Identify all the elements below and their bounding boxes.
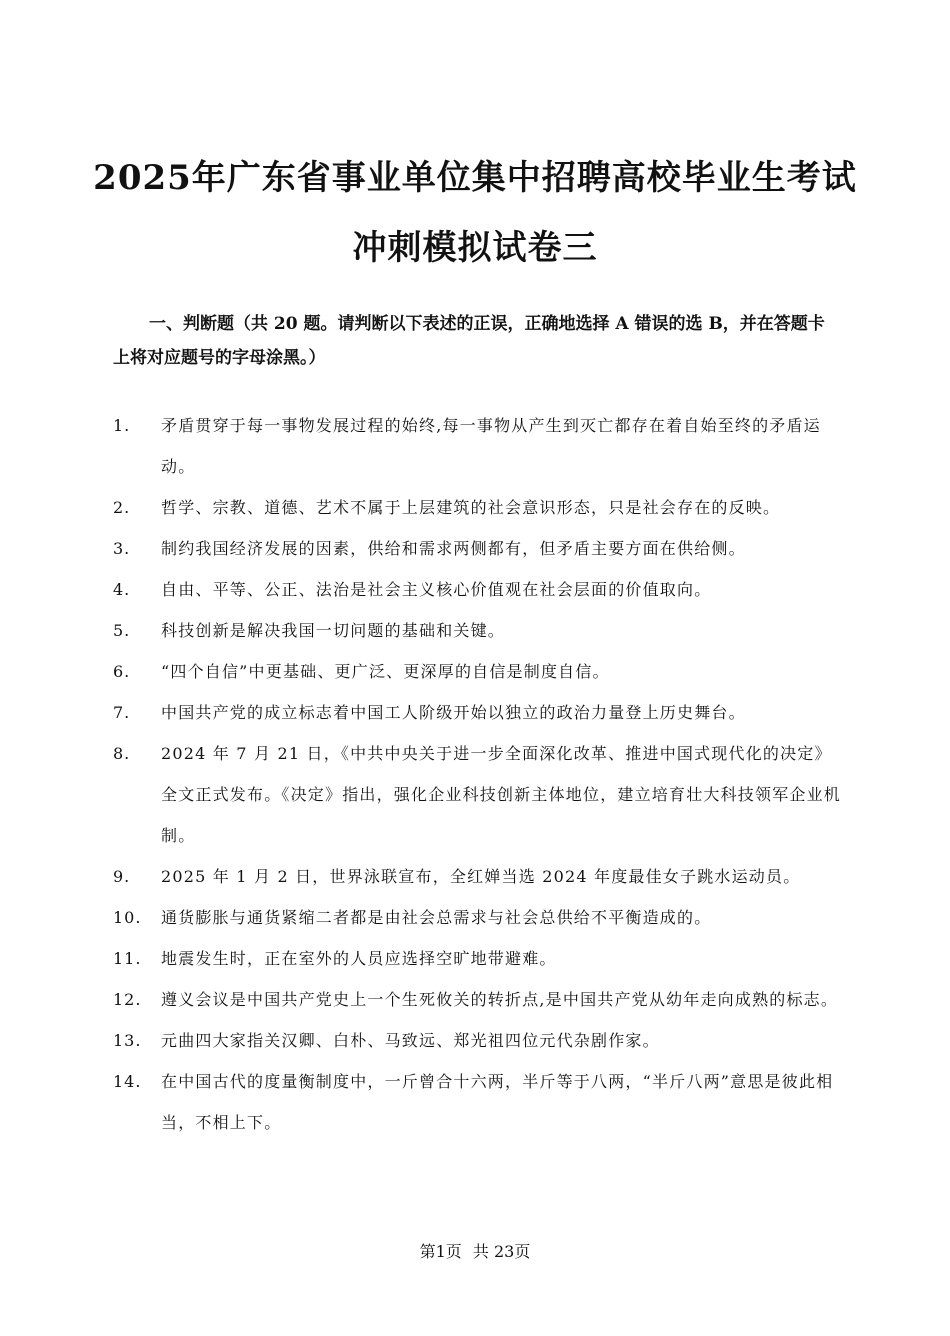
document-title-line1: 2025年广东省事业单位集中招聘高校毕业生考试 xyxy=(93,158,857,198)
question-number: 14. xyxy=(113,1072,142,1091)
question-text: 遵义会议是中国共产党史上一个生死攸关的转折点,是中国共产党从幼年走向成熟的标志。 xyxy=(161,990,839,1009)
question-text: 2025 年 1 月 2 日，世界泳联宣布，全红婵当选 2024 年度最佳女子跳水运动员。 xyxy=(161,867,801,886)
question-item xyxy=(0,569,843,610)
question-number: 9. xyxy=(113,867,131,886)
question-text: 矛盾贯穿于每一事物发展过程的始终,每一事物从产生到灭亡都存在着自始至终的矛盾运动。 xyxy=(161,416,821,476)
question-text: 制约我国经济发展的因素，供给和需求两侧都有，但矛盾主要方面在供给侧。 xyxy=(161,539,746,558)
question-text: 元曲四大家指关汉卿、白朴、马致远、郑光祖四位元代杂剧作家。 xyxy=(161,1031,660,1050)
page-footer xyxy=(0,1240,950,1264)
question-item xyxy=(0,938,843,979)
page-number: 第1页 xyxy=(419,1242,462,1261)
question-item xyxy=(0,692,843,733)
question-text: 自由、平等、公正、法治是社会主义核心价值观在社会层面的价值取向。 xyxy=(161,580,712,599)
question-text: “四个自信”中更基础、更广泛、更深厚的自信是制度自信。 xyxy=(161,662,610,681)
question-number: 2. xyxy=(113,498,131,517)
question-item xyxy=(0,651,843,692)
question-number: 1. xyxy=(113,416,131,435)
question-list xyxy=(0,405,950,1143)
question-item xyxy=(0,528,843,569)
question-text: 2024 年 7 月 21 日，《中共中央关于进一步全面深化改革、推进中国式现代化的决定》全文正式发布。《决定》指出，强化企业科技创新主体地位，建立培育壮大科技领军企业机制。 xyxy=(161,744,842,845)
question-number: 13. xyxy=(113,1031,142,1050)
question-number: 7. xyxy=(113,703,131,722)
question-text: 通货膨胀与通货紧缩二者都是由社会总需求与社会总供给不平衡造成的。 xyxy=(161,908,712,927)
question-item xyxy=(0,1061,843,1143)
question-text: 科技创新是解决我国一切问题的基础和关键。 xyxy=(161,621,506,640)
question-item xyxy=(0,1020,843,1061)
question-number: 6. xyxy=(113,662,131,681)
question-item xyxy=(0,610,843,651)
question-number: 5. xyxy=(113,621,131,640)
question-number: 4. xyxy=(113,580,131,599)
question-item xyxy=(0,856,843,897)
question-text: 在中国古代的度量衡制度中，一斤曾合十六两，半斤等于八两，“半斤八两”意思是彼此相当，不相上下。 xyxy=(161,1072,834,1132)
question-number: 11. xyxy=(113,949,142,968)
question-item xyxy=(0,405,843,487)
question-number: 10. xyxy=(113,908,142,927)
section-header: 一、判断题（共 20 题。请判断以下表述的正误，正确地选择 A 错误的选 B，并在答题卡上将对应题号的字母涂黑。） xyxy=(113,314,825,368)
question-text: 哲学、宗教、道德、艺术不属于上层建筑的社会意识形态，只是社会存在的反映。 xyxy=(161,498,781,517)
question-item xyxy=(0,979,843,1020)
question-number: 8. xyxy=(113,744,131,763)
question-number: 12. xyxy=(113,990,142,1009)
question-item xyxy=(0,487,843,528)
question-text: 中国共产党的成立标志着中国工人阶级开始以独立的政治力量登上历史舞台。 xyxy=(161,703,746,722)
question-item xyxy=(0,897,843,938)
page-total: 共 23页 xyxy=(472,1242,531,1261)
question-item xyxy=(0,733,843,856)
question-text: 地震发生时，正在室外的人员应选择空旷地带避难。 xyxy=(161,949,557,968)
question-number: 3. xyxy=(113,539,131,558)
document-title-line2: 冲刺模拟试卷三 xyxy=(352,228,598,268)
